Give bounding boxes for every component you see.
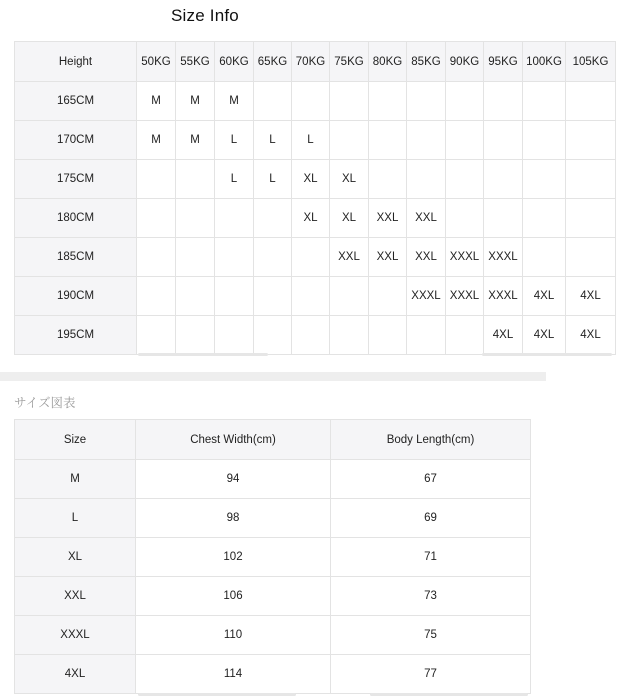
size-cell: XXXL bbox=[484, 277, 523, 316]
weight-header: 60KG bbox=[215, 42, 254, 82]
size-label: XXXL bbox=[15, 616, 136, 655]
size-cell bbox=[292, 316, 330, 355]
size-cell bbox=[137, 277, 176, 316]
weight-header: 100KG bbox=[523, 42, 566, 82]
size-cell: XXXL bbox=[446, 238, 484, 277]
weight-header: 105KG bbox=[566, 42, 616, 82]
chest-width-column-header: Chest Width(cm) bbox=[136, 420, 331, 460]
size-cell bbox=[369, 277, 407, 316]
measurement-row bbox=[15, 538, 531, 577]
height-label: 175CM bbox=[15, 160, 137, 199]
size-cell: L bbox=[215, 160, 254, 199]
size-cell: XL bbox=[292, 199, 330, 238]
size-cell bbox=[369, 160, 407, 199]
size-label: L bbox=[15, 499, 136, 538]
size-chart-subtitle: サイズ図表 bbox=[14, 396, 76, 410]
size-cell bbox=[566, 82, 616, 121]
size-cell bbox=[446, 199, 484, 238]
size-cell bbox=[407, 160, 446, 199]
size-cell bbox=[176, 160, 215, 199]
weight-header: 80KG bbox=[369, 42, 407, 82]
size-cell: 4XL bbox=[484, 316, 523, 355]
height-row bbox=[15, 82, 616, 121]
size-cell bbox=[254, 316, 292, 355]
size-cell bbox=[523, 121, 566, 160]
weight-header: 55KG bbox=[176, 42, 215, 82]
size-cell: XXL bbox=[330, 238, 369, 277]
measurement-row bbox=[15, 499, 531, 538]
height-label: 165CM bbox=[15, 82, 137, 121]
measurement-header-row bbox=[15, 420, 531, 460]
size-cell bbox=[330, 277, 369, 316]
table-scroll-indicator bbox=[138, 693, 296, 696]
size-cell bbox=[215, 277, 254, 316]
body-length-value: 67 bbox=[331, 460, 531, 499]
garment-measurements-table bbox=[14, 419, 531, 694]
size-cell: 4XL bbox=[523, 277, 566, 316]
chest-width-value: 94 bbox=[136, 460, 331, 499]
size-cell: XL bbox=[330, 160, 369, 199]
size-cell bbox=[523, 199, 566, 238]
size-cell bbox=[254, 277, 292, 316]
size-cell bbox=[446, 82, 484, 121]
size-cell bbox=[566, 121, 616, 160]
size-cell: M bbox=[137, 82, 176, 121]
size-cell: XXXL bbox=[407, 277, 446, 316]
chest-width-value: 98 bbox=[136, 499, 331, 538]
size-cell: L bbox=[292, 121, 330, 160]
size-cell: M bbox=[137, 121, 176, 160]
body-length-value: 73 bbox=[331, 577, 531, 616]
size-label: M bbox=[15, 460, 136, 499]
table-scroll-indicator bbox=[138, 353, 268, 356]
measurement-row bbox=[15, 655, 531, 694]
size-cell bbox=[523, 238, 566, 277]
chest-width-value: 106 bbox=[136, 577, 331, 616]
weight-header: 70KG bbox=[292, 42, 330, 82]
size-cell bbox=[330, 121, 369, 160]
weight-header: 95KG bbox=[484, 42, 523, 82]
size-cell bbox=[137, 199, 176, 238]
height-row bbox=[15, 277, 616, 316]
height-label: 180CM bbox=[15, 199, 137, 238]
size-cell: XL bbox=[292, 160, 330, 199]
size-cell: XXL bbox=[407, 199, 446, 238]
size-cell: M bbox=[215, 82, 254, 121]
size-cell: XXL bbox=[369, 238, 407, 277]
size-cell bbox=[254, 199, 292, 238]
size-cell bbox=[446, 121, 484, 160]
height-weight-size-table bbox=[14, 41, 616, 355]
body-length-value: 77 bbox=[331, 655, 531, 694]
size-cell bbox=[215, 238, 254, 277]
measurement-row bbox=[15, 616, 531, 655]
body-length-column-header: Body Length(cm) bbox=[331, 420, 531, 460]
size-cell bbox=[369, 121, 407, 160]
size-cell: M bbox=[176, 121, 215, 160]
size-cell bbox=[330, 82, 369, 121]
body-length-value: 69 bbox=[331, 499, 531, 538]
section-divider bbox=[0, 372, 546, 381]
size-cell bbox=[446, 160, 484, 199]
size-cell: L bbox=[215, 121, 254, 160]
size-cell bbox=[254, 238, 292, 277]
table-scroll-indicator bbox=[482, 353, 612, 356]
chest-width-value: 114 bbox=[136, 655, 331, 694]
size-cell bbox=[292, 82, 330, 121]
height-row bbox=[15, 316, 616, 355]
size-cell bbox=[484, 160, 523, 199]
size-cell bbox=[330, 316, 369, 355]
size-cell bbox=[254, 82, 292, 121]
size-cell bbox=[566, 199, 616, 238]
size-cell bbox=[176, 199, 215, 238]
size-label: 4XL bbox=[15, 655, 136, 694]
weight-header: 50KG bbox=[137, 42, 176, 82]
size-cell bbox=[566, 238, 616, 277]
size-cell bbox=[369, 316, 407, 355]
table-scroll-indicator bbox=[370, 693, 528, 696]
size-cell bbox=[484, 82, 523, 121]
measurement-row bbox=[15, 577, 531, 616]
weight-header: 90KG bbox=[446, 42, 484, 82]
size-label: XL bbox=[15, 538, 136, 577]
size-cell bbox=[566, 160, 616, 199]
height-row bbox=[15, 160, 616, 199]
size-cell: L bbox=[254, 160, 292, 199]
size-cell: XXL bbox=[407, 238, 446, 277]
body-length-value: 75 bbox=[331, 616, 531, 655]
size-cell: M bbox=[176, 82, 215, 121]
size-cell: 4XL bbox=[566, 316, 616, 355]
size-cell bbox=[407, 121, 446, 160]
size-label: XXL bbox=[15, 577, 136, 616]
size-cell bbox=[176, 277, 215, 316]
size-cell bbox=[176, 316, 215, 355]
size-cell bbox=[484, 199, 523, 238]
weight-header: 85KG bbox=[407, 42, 446, 82]
chest-width-value: 102 bbox=[136, 538, 331, 577]
size-column-header: Size bbox=[15, 420, 136, 460]
size-cell bbox=[407, 316, 446, 355]
size-info-title: Size Info bbox=[171, 6, 239, 25]
measurement-row bbox=[15, 460, 531, 499]
size-cell bbox=[176, 238, 215, 277]
height-row bbox=[15, 121, 616, 160]
size-cell bbox=[137, 238, 176, 277]
height-label: 170CM bbox=[15, 121, 137, 160]
size-cell bbox=[369, 82, 407, 121]
height-corner-header: Height bbox=[15, 42, 137, 82]
size-cell bbox=[484, 121, 523, 160]
size-cell bbox=[215, 199, 254, 238]
weight-header-row bbox=[15, 42, 616, 82]
size-cell: XL bbox=[330, 199, 369, 238]
size-cell: XXL bbox=[369, 199, 407, 238]
height-label: 190CM bbox=[15, 277, 137, 316]
height-label: 185CM bbox=[15, 238, 137, 277]
size-cell: 4XL bbox=[523, 316, 566, 355]
height-row bbox=[15, 199, 616, 238]
height-label: 195CM bbox=[15, 316, 137, 355]
size-cell bbox=[137, 160, 176, 199]
size-cell: XXXL bbox=[484, 238, 523, 277]
size-cell bbox=[215, 316, 254, 355]
body-length-value: 71 bbox=[331, 538, 531, 577]
size-cell: XXXL bbox=[446, 277, 484, 316]
size-cell bbox=[137, 316, 176, 355]
size-cell: L bbox=[254, 121, 292, 160]
size-cell bbox=[523, 160, 566, 199]
chest-width-value: 110 bbox=[136, 616, 331, 655]
size-cell bbox=[407, 82, 446, 121]
size-cell bbox=[523, 82, 566, 121]
weight-header: 75KG bbox=[330, 42, 369, 82]
size-cell: 4XL bbox=[566, 277, 616, 316]
size-cell bbox=[292, 277, 330, 316]
size-cell bbox=[446, 316, 484, 355]
weight-header: 65KG bbox=[254, 42, 292, 82]
height-row bbox=[15, 238, 616, 277]
size-cell bbox=[292, 238, 330, 277]
